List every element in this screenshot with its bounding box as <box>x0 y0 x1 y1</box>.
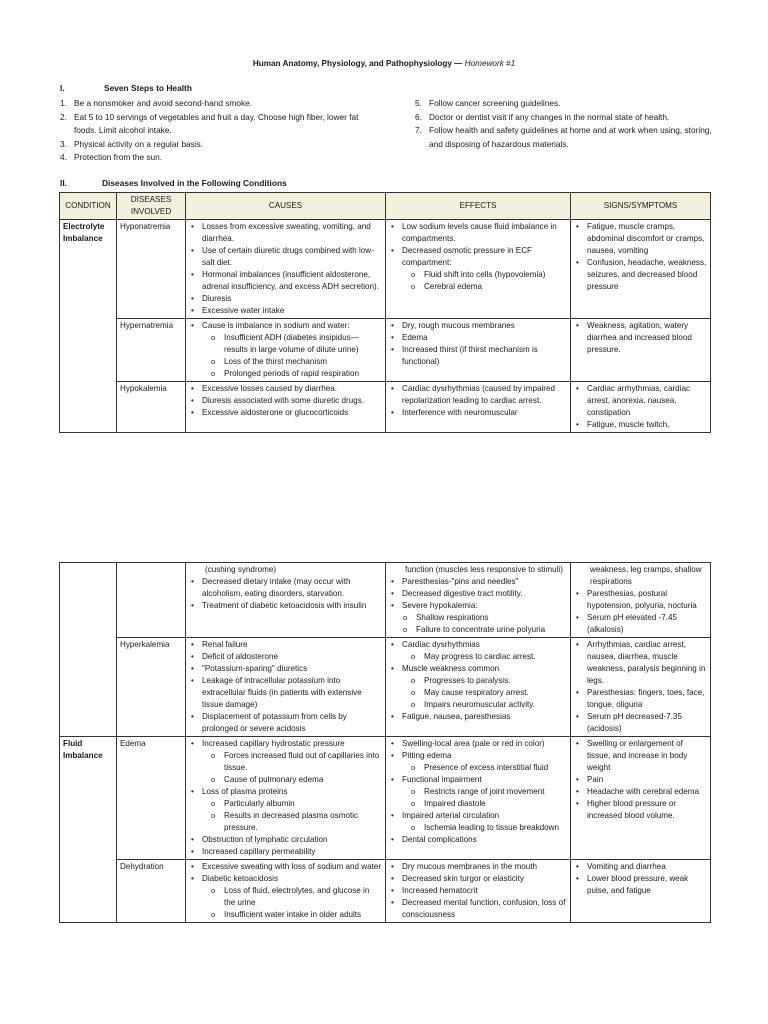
list-item: • Confusion, headache, weakness, seizures, and decreased blood pressure <box>587 257 707 293</box>
list-item: • Decreased dietary intake (may occur with alcoholism, eating disorders, starvation. <box>202 576 382 600</box>
list-item: • Pain <box>587 774 707 786</box>
list-item: • Increased hematocrit <box>402 885 567 897</box>
list-item: o Failure to concentrate urine polyuria <box>416 624 567 636</box>
condition-cell: Electrolyte Imbalance <box>60 220 117 433</box>
list-item: o May progress to cardiac arrest. <box>424 651 567 663</box>
list-item: • Pitting edema o Presence of excess interstitial fluid <box>402 750 567 774</box>
list-item: • Fatigue, muscle twitch, <box>587 419 707 431</box>
list-item: 7. Follow health and safety guidelines at home and at work when using, storing, and disposing of hazardous materials. <box>415 125 712 149</box>
section-heading-diseases: II. Diseases Involved in the Following Conditions <box>60 178 287 188</box>
list-item: o Particularly albumin <box>224 798 382 810</box>
list-item: • Lower blood pressure, weak pulse, and fatigue <box>587 873 707 897</box>
list-item: • Edema <box>402 332 567 344</box>
page-title: Human Anatomy, Physiology, and Pathophysiology — Homework #1 <box>252 59 516 68</box>
list-item: • Renal failure <box>202 639 382 651</box>
effects-cell <box>386 860 571 923</box>
signs-cell <box>571 319 711 382</box>
list-item: • Paresthesias, postural hypotension, polyuria, nocturia <box>587 588 707 612</box>
header-causes: CAUSES <box>186 193 386 220</box>
list-item: 6. Doctor or dentist visit if any changes in the normal state of health. <box>415 111 670 122</box>
list-item: o Prolonged periods of rapid respiration <box>224 368 382 380</box>
list-item: • Swelling or enlargement of tissue, and increase in body weight <box>587 738 707 774</box>
list-item: • Loss of plasma proteins o Particularly albumin o Results in decreased plasma osmotic pressure. <box>202 786 382 834</box>
list-item: o Fluid shift into cells (hypovolemia) <box>424 269 567 281</box>
list-item: • Cardiac dysrhythmias (caused by impaired repolarization leading to cardiac arrest. <box>402 383 567 407</box>
table-row <box>60 860 711 923</box>
list-item: o Progresses to paralysis. <box>424 675 567 687</box>
steps-list-right <box>415 97 715 151</box>
list-item: • Fatigue, muscle cramps, abdominal discomfort or cramps, nausea, vomiting <box>587 221 707 257</box>
list-item: • Obstruction of lymphatic circulation <box>202 834 382 846</box>
list-item: o Forces increased fluid out of capillaries into tissue. <box>224 750 382 774</box>
disease-cell: Hyperkalemia <box>117 638 186 737</box>
list-item: o Presence of excess interstitial fluid <box>424 762 567 774</box>
list-item: • Hormonal imbalances (insufficient aldosterone, adrenal insufficiency, and excess ADH secretion). <box>202 269 382 293</box>
effects-cell: function (muscles less responsive to stimuli) • Paresthesias-"pins and needles" • Decreased digestive tract motility. • Severe hypokalemia: o Shallow respirations o Failure to concentrate urine polyuria <box>386 563 571 638</box>
list-item: • Paresthesias: fingers, toes, face, tongue, oliguria <box>587 687 707 711</box>
list-item: • Cause is imbalance in sodium and water: o Insufficient ADH (diabetes insipidus—results in large volume of dilute urine) o Loss of the thirst mechanism o Prolonged periods of rapid respiration <box>202 320 382 380</box>
list-item: 5. Follow cancer screening guidelines. <box>415 98 561 108</box>
condition-cell <box>60 563 117 737</box>
list-item: o Impairs neuromuscular activity. <box>424 699 567 711</box>
list-item: 1. Be a nonsmoker and avoid second-hand smoke. <box>60 98 253 108</box>
signs-cell <box>571 737 711 860</box>
list-item: 2. Eat 5 to 10 servings of vegetables and fruit a day. Choose high fiber, lower fat foods. Limit alcohol intake. <box>60 111 359 135</box>
list-item: • Swelling-local area (pale or red in color) <box>402 738 567 750</box>
causes-cell <box>186 638 386 737</box>
list-item: o Impaired diastole <box>424 798 567 810</box>
effects-cell <box>386 737 571 860</box>
table-row <box>60 319 711 382</box>
causes-cell <box>186 319 386 382</box>
disease-cell: Hypernatremia <box>117 319 186 382</box>
table-row <box>60 638 711 737</box>
effects-cell <box>386 220 571 319</box>
homework-label: Homework #1 <box>464 59 516 68</box>
list-item: • Leakage of intracellular potassium into extracellular fluids (in patients with extensive tissue damage) <box>202 675 382 711</box>
signs-cell <box>571 860 711 923</box>
list-item: • Increased capillary permeability <box>202 846 382 858</box>
causes-cell <box>186 860 386 923</box>
list-item: o Loss of fluid, electrolytes, and glucose in the urine <box>224 885 382 909</box>
list-item: • Use of certain diuretic drugs combined with low-salt diet. <box>202 245 382 269</box>
disease-cell: Hyponatremia <box>117 220 186 319</box>
effects-cell <box>386 319 571 382</box>
disease-cell: Edema <box>117 737 186 860</box>
table-row <box>60 220 711 319</box>
list-item: • Dry mucous membranes in the mouth <box>402 861 567 873</box>
effects-cell <box>386 382 571 433</box>
list-item: • Increased thirst (if thirst mechanism is functional) <box>402 344 567 368</box>
conditions-table-part-1 <box>59 192 711 433</box>
list-item: o Restricts range of joint movement <box>424 786 567 798</box>
list-item: • Weakness, agitation, watery diarrhea and increased blood pressure. <box>587 320 707 356</box>
list-item: o Shallow respirations <box>416 612 567 624</box>
list-item: o Insufficient ADH (diabetes insipidus—results in large volume of dilute urine) <box>224 332 382 356</box>
list-item: • Impaired arterial circulation o Ischemia leading to tissue breakdown <box>402 810 567 834</box>
list-item: • Displacement of potassium from cells by prolonged or severe acidosis <box>202 711 382 735</box>
section-heading-seven-steps: I. Seven Steps to Health <box>60 83 192 93</box>
list-item: • Interference with neuromuscular <box>402 407 567 419</box>
causes-cell <box>186 737 386 860</box>
disease-cell: Dehydration <box>117 860 186 923</box>
list-item: • Serum pH decreased-7.35 (acidosis) <box>587 711 707 735</box>
header-condition: CONDITION <box>60 193 117 220</box>
list-item: • Serum pH elevated -7.45 (alkalosis) <box>587 612 707 636</box>
list-item: • Fatigue, nausea, paresthesias <box>402 711 567 723</box>
table-row <box>60 563 711 638</box>
list-item: 4. Protection from the sun. <box>60 152 163 162</box>
list-item: • Excessive aldosterone or glucocorticoids <box>202 407 382 419</box>
list-item: • Decreased skin turgor or elasticity <box>402 873 567 885</box>
disease-cell <box>117 563 186 638</box>
header-diseases: DISEASES INVOLVED <box>117 193 186 220</box>
list-item: • Diuresis associated with some diuretic drugs. <box>202 395 382 407</box>
table-row <box>60 382 711 433</box>
list-item: • Dry, rough mucous membranes <box>402 320 567 332</box>
list-item: • Deficit of aldosterone <box>202 651 382 663</box>
list-item: o Insufficient water intake in older adults <box>224 909 382 921</box>
list-item: • Decreased digestive tract motility. <box>402 588 567 600</box>
signs-cell <box>571 638 711 737</box>
signs-cell <box>571 382 711 433</box>
steps-list-left <box>60 97 365 165</box>
effects-cell <box>386 638 571 737</box>
list-item: • Treatment of diabetic ketoacidosis with insulin <box>202 600 382 612</box>
causes-cell: (cushing syndrome) • Decreased dietary intake (may occur with alcoholism, eating disorders, starvation. • Treatment of diabetic ketoacidosis with insulin <box>186 563 386 638</box>
table-header-row <box>60 193 711 220</box>
list-item: • Higher blood pressure or increased blood volume. <box>587 798 707 822</box>
list-item: o Cause of pulmonary edema <box>224 774 382 786</box>
causes-cell <box>186 382 386 433</box>
list-item: • Functional impairment o Restricts range of joint movement o Impaired diastole <box>402 774 567 810</box>
table-row <box>60 737 711 860</box>
list-item: • Decreased mental function, confusion, loss of consciousness <box>402 897 567 921</box>
disease-cell: Hypokalemia <box>117 382 186 433</box>
list-item: • Low sodium levels cause fluid imbalance in compartments. <box>402 221 567 245</box>
list-item: • Paresthesias-"pins and needles" <box>402 576 567 588</box>
list-item: • Diabetic ketoacidosis o Loss of fluid, electrolytes, and glucose in the urine o Insufficient water intake in older adults <box>202 873 382 921</box>
list-item: • Diuresis <box>202 293 382 305</box>
list-item: • Severe hypokalemia: o Shallow respirations o Failure to concentrate urine polyuria <box>402 600 567 636</box>
list-item: • Cardiac dysrhythmias o May progress to cardiac arrest. <box>402 639 567 663</box>
list-item: 3. Physical activity on a regular basis. <box>60 138 204 149</box>
list-item: • Muscle weakness common o Progresses to paralysis. o May cause respiratory arrest. o Impairs neuromuscular activity. <box>402 663 567 711</box>
list-item: o May cause respiratory arrest. <box>424 687 567 699</box>
list-item: • Cardiac arrhythmias, cardiac arrest, anorexia, nausea, constipation <box>587 383 707 419</box>
header-signs: SIGNS/SYMPTOMS <box>571 193 711 220</box>
list-item: • Decreased osmotic pressure in ECF compartment: o Fluid shift into cells (hypovolemia) o Cerebral edema <box>402 245 567 293</box>
list-item: • Excessive water intake <box>202 305 382 317</box>
list-item: • Increased capillary hydrostatic pressure o Forces increased fluid out of capillaries into tissue. o Cause of pulmonary edema <box>202 738 382 786</box>
causes-cell <box>186 220 386 319</box>
list-item: • Losses from excessive sweating, vomiting, and diarrhea. <box>202 221 382 245</box>
list-item: • Excessive losses caused by diarrhea. <box>202 383 382 395</box>
list-item: • Arrhythmias, cardiac arrest, nausea, diarrhea, muscle weakness, paralysis beginning in legs. <box>587 639 707 687</box>
list-item: o Cerebral edema <box>424 281 567 293</box>
list-item: • Headache with cerebral edema <box>587 786 707 798</box>
list-item: o Loss of the thirst mechanism <box>224 356 382 368</box>
list-item: • "Potassium-sparing" diuretics <box>202 663 382 675</box>
list-item: • Dental complications <box>402 834 567 846</box>
list-item: • Excessive sweating with loss of sodium and water <box>202 861 382 873</box>
header-effects: EFFECTS <box>386 193 571 220</box>
signs-cell: weakness, leg cramps, shallow respirations • Paresthesias, postural hypotension, polyuria, nocturia • Serum pH elevated -7.45 (alkalosis) <box>571 563 711 638</box>
condition-cell: Fluid Imbalance <box>60 737 117 923</box>
conditions-table-part-2 <box>59 562 711 923</box>
signs-cell <box>571 220 711 319</box>
list-item: o Ischemia leading to tissue breakdown <box>424 822 567 834</box>
list-item: • Vomiting and diarrhea <box>587 861 707 873</box>
list-item: o Results in decreased plasma osmotic pressure. <box>224 810 382 834</box>
